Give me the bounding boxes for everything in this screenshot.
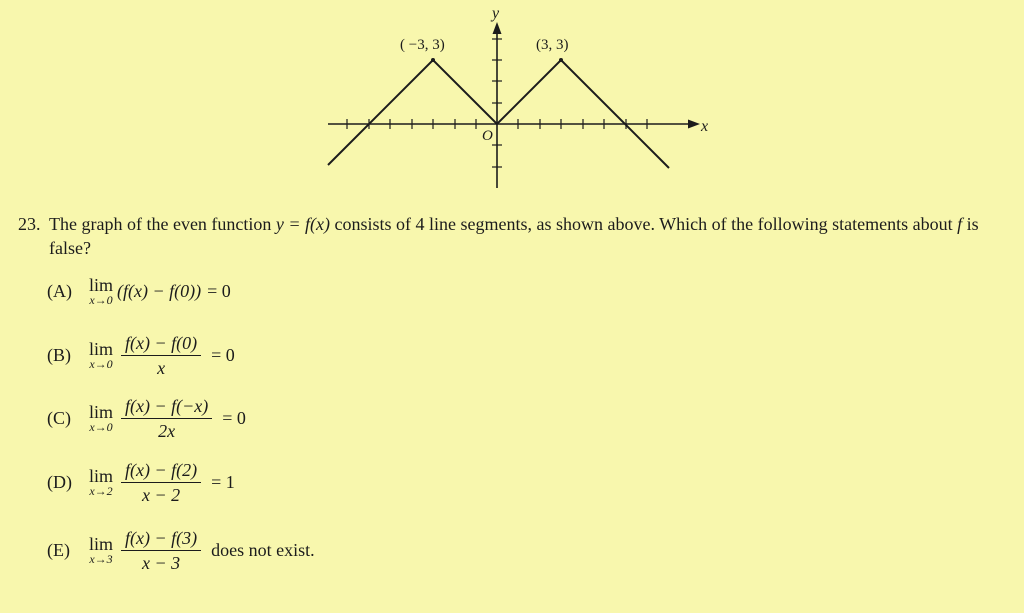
choice-letter: (A) xyxy=(47,280,72,301)
fraction xyxy=(121,332,201,378)
point-label-right: (3, 3) xyxy=(536,37,569,53)
y-axis-label: y xyxy=(492,5,500,22)
question-text-after: consists of 4 line segments, as shown above. Which of the following statements about xyxy=(330,214,958,234)
question-number: 23. xyxy=(18,214,41,234)
numerator: f(x) − f(−x) xyxy=(121,395,212,419)
function-notation: y = f(x) xyxy=(275,214,331,234)
function-name: f xyxy=(957,214,963,234)
lim-word: lim xyxy=(89,534,114,554)
fraction xyxy=(121,459,201,505)
limit-operator xyxy=(89,535,113,565)
numerator: f(x) − f(0) xyxy=(121,332,201,356)
numerator: f(x) − f(3) xyxy=(121,527,201,551)
lim-subscript: x→0 xyxy=(89,293,113,307)
limit-result: = 1 xyxy=(211,471,235,492)
choice-letter: (E) xyxy=(47,539,70,560)
choice-letter: (B) xyxy=(47,344,71,365)
limit-operator xyxy=(89,276,113,306)
denominator: x − 2 xyxy=(142,485,181,505)
vertex-left xyxy=(431,58,435,62)
vertex-right xyxy=(559,58,563,62)
lim-word: lim xyxy=(89,466,114,486)
choice-b[interactable] xyxy=(47,332,235,378)
choice-letter: (D) xyxy=(47,471,72,492)
y-axis-arrow xyxy=(493,22,502,34)
denominator: x xyxy=(157,358,166,378)
function-graph xyxy=(320,0,720,195)
lim-subscript: x→2 xyxy=(89,484,113,498)
x-axis-label: x xyxy=(701,118,709,135)
lim-word: lim xyxy=(89,402,114,422)
question-text xyxy=(49,212,1008,260)
lim-subscript: x→0 xyxy=(89,357,113,371)
question-23 xyxy=(18,212,1008,260)
limit-result: does not exist. xyxy=(211,539,315,560)
limit-operator xyxy=(89,403,113,433)
limit-operator xyxy=(89,467,113,497)
lim-subscript: x→3 xyxy=(89,552,113,566)
fraction xyxy=(121,395,212,441)
limit-result: = 0 xyxy=(207,280,231,301)
x-axis-arrow xyxy=(688,120,700,129)
lim-word: lim xyxy=(89,275,114,295)
lim-subscript: x→0 xyxy=(89,420,113,434)
denominator: x − 3 xyxy=(142,553,181,573)
question-text-end: is false? xyxy=(49,214,979,258)
choice-d[interactable] xyxy=(47,459,235,505)
numerator: f(x) − f(2) xyxy=(121,459,201,483)
limit-result: = 0 xyxy=(211,344,235,365)
choice-letter: (C) xyxy=(47,407,71,428)
limit-result: = 0 xyxy=(222,407,246,428)
fraction xyxy=(121,527,201,573)
origin-label: O xyxy=(482,128,493,144)
question-text-before: The graph of the even function xyxy=(49,214,276,234)
point-label-left: ( −3, 3) xyxy=(400,37,445,53)
lim-word: lim xyxy=(89,339,114,359)
choice-e[interactable] xyxy=(47,527,315,573)
denominator: 2x xyxy=(158,421,176,441)
limit-expression: (f(x) − f(0)) xyxy=(117,280,202,301)
function-curve xyxy=(328,60,669,168)
choice-a[interactable] xyxy=(47,276,231,306)
choice-c[interactable] xyxy=(47,395,246,441)
limit-operator xyxy=(89,340,113,370)
